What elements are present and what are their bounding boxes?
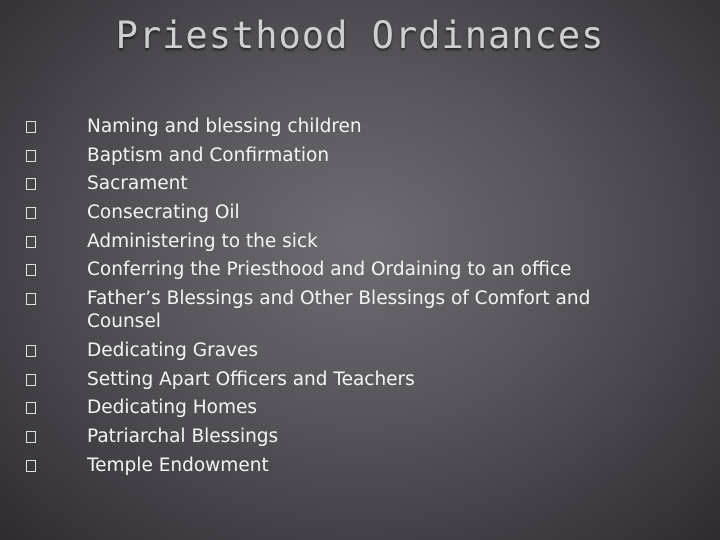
square-bullet-icon xyxy=(26,150,36,162)
list-item-label: Conferring the Priesthood and Ordaining to an office xyxy=(87,259,572,281)
list-item-label: Baptism and Confirmation xyxy=(87,144,330,166)
list-item xyxy=(0,396,627,419)
square-bullet-icon xyxy=(26,207,36,219)
list-item xyxy=(0,258,627,281)
list-item-label: Consecrating Oil xyxy=(87,202,240,224)
square-bullet-icon xyxy=(26,121,36,133)
list-item xyxy=(0,144,627,167)
list-item xyxy=(0,368,627,391)
list-item xyxy=(0,201,627,224)
list-item-label: Patriarchal Blessings xyxy=(87,425,279,447)
square-bullet-icon xyxy=(26,374,36,386)
list-item-label: Temple Endowment xyxy=(87,454,269,476)
slide-title: Priesthood Ordinances xyxy=(115,14,605,57)
square-bullet-icon xyxy=(26,178,36,190)
bullet-list xyxy=(0,115,720,482)
list-item-label: Sacrament xyxy=(87,173,188,195)
list-item-label: Dedicating Homes xyxy=(87,397,258,419)
list-item xyxy=(0,425,627,448)
list-item-label: Administering to the sick xyxy=(87,230,318,252)
list-item xyxy=(0,230,627,253)
list-item-label: Naming and blessing children xyxy=(87,116,362,137)
list-item xyxy=(0,172,627,195)
list-item xyxy=(0,454,627,477)
list-item-label: Father’s Blessings and Other Blessings of Comfort and Counsel xyxy=(87,288,591,333)
square-bullet-icon xyxy=(26,264,36,276)
list-item xyxy=(0,287,627,333)
list-item xyxy=(0,115,627,138)
square-bullet-icon xyxy=(26,431,36,443)
square-bullet-icon xyxy=(26,402,36,414)
list-item-label: Dedicating Graves xyxy=(87,339,259,361)
square-bullet-icon xyxy=(26,293,36,305)
list-item-label: Setting Apart Officers and Teachers xyxy=(87,368,415,390)
square-bullet-icon xyxy=(26,345,36,357)
square-bullet-icon xyxy=(26,236,36,248)
square-bullet-icon xyxy=(26,460,36,472)
list-item xyxy=(0,339,627,362)
